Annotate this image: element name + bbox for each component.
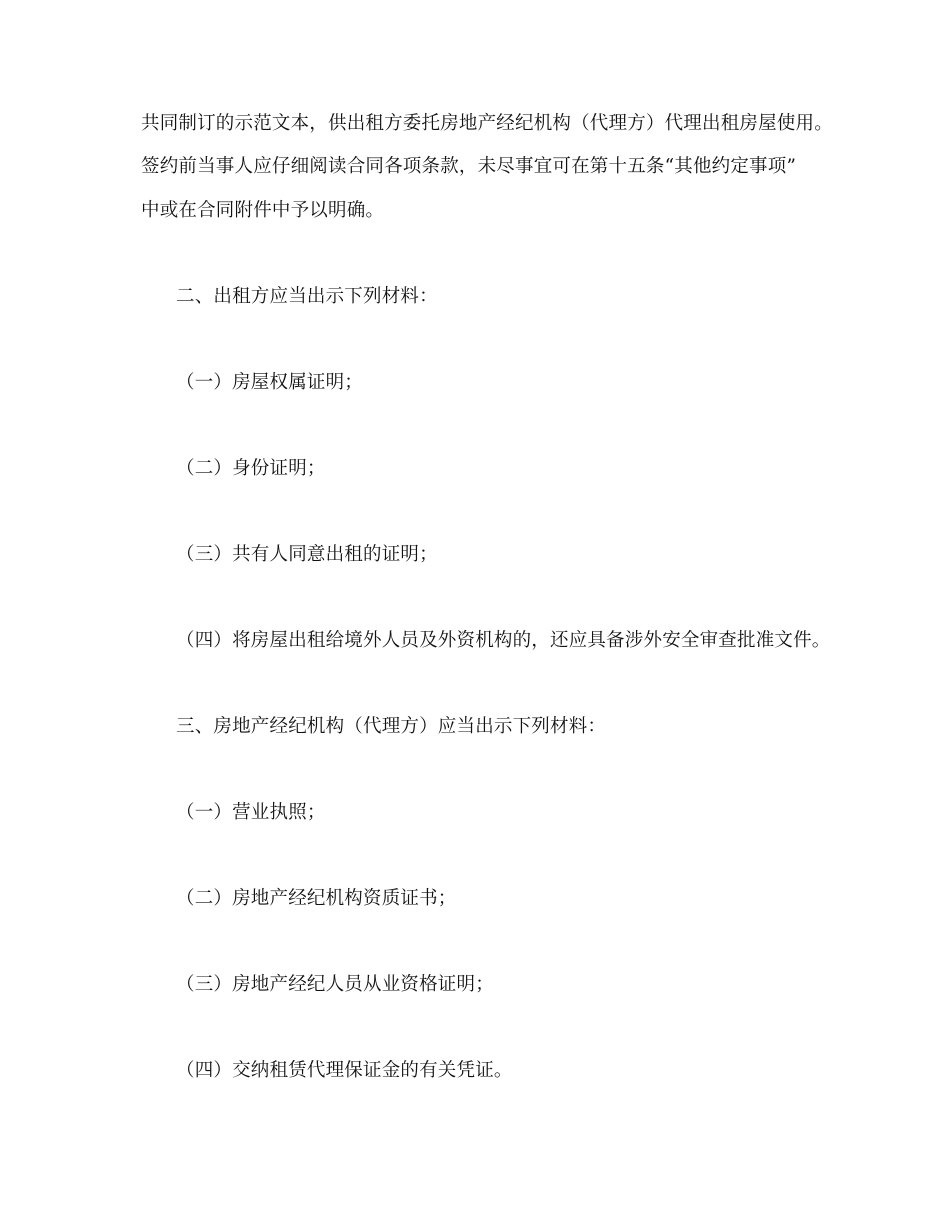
list-item: （三）共有人同意出租的证明； (176, 544, 438, 565)
list-item: （一）房屋权属证明； (176, 372, 364, 393)
section-heading: 三、房地产经纪机构（代理方）应当出示下列材料： (176, 716, 607, 737)
list-item: （一）营业执照； (176, 802, 326, 823)
list-item: （二）房地产经纪机构资质证书； (176, 888, 457, 909)
section-heading: 二、出租方应当出示下列材料： (176, 286, 438, 307)
paragraph-line: 签约前当事人应仔细阅读合同各项条款，未尽事宜可在第十五条“其他约定事项” (141, 156, 797, 177)
paragraph-line: 共同制订的示范文本，供出租方委托房地产经纪机构（代理方）代理出租房屋使用。 (141, 113, 833, 134)
list-item: （四）将房屋出租给境外人员及外资机构的，还应具备涉外安全审查批准文件。 (176, 630, 831, 651)
list-item: （四）交纳租赁代理保证金的有关凭证。 (176, 1060, 513, 1081)
paragraph-line: 中或在合同附件中予以明确。 (141, 200, 385, 221)
list-item: （二）身份证明； (176, 458, 326, 479)
list-item: （三）房地产经纪人员从业资格证明； (176, 974, 494, 995)
